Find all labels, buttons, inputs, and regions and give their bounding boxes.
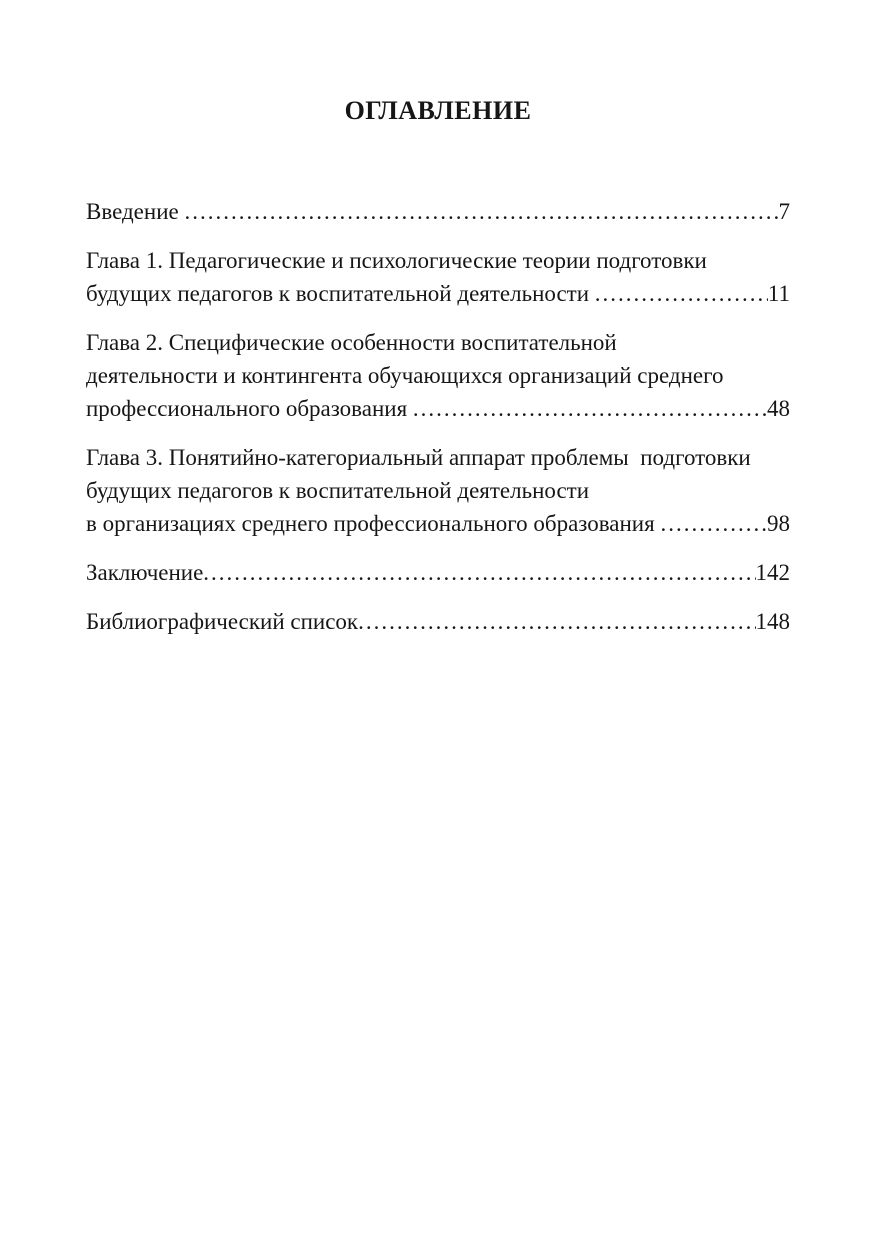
page-number: 48 [767,396,790,421]
toc-entry-text-line: Глава 2. Специфические особенности воспитательной [86,330,617,355]
page-number: 98 [767,511,790,536]
toc-entry-label: Библиографический список [86,609,359,634]
page-number: 142 [755,560,790,585]
dot-leader [660,507,767,540]
toc-entry-label: Заключение [86,560,204,585]
toc-entry-introduction [86,195,790,228]
toc-entry-chapter-2 [86,326,790,425]
toc-entry-label: в организациях среднего профессионального образования [86,511,661,536]
toc-entry-conclusion [86,556,790,589]
page-title: ОГЛАВЛЕНИЕ [344,96,532,125]
page-number: 148 [755,609,790,634]
toc-entry-chapter-3 [86,441,790,540]
dot-leader [413,392,767,425]
toc-entry-line [86,605,790,638]
dot-leader [184,195,778,228]
toc-entry-chapter-1 [86,244,790,310]
toc-entry-text-line: Глава 1. Педагогические и психологические теории подготовки [86,248,707,273]
dot-leader [358,605,755,638]
toc-entry-label: Введение [86,199,185,224]
toc-entry-line [86,277,790,310]
toc-entry-label: будущих педагогов к воспитательной деятельности [86,281,595,306]
dot-leader [203,556,755,589]
toc-entry-text-line: будущих педагогов к воспитательной деятельности [86,478,590,503]
dot-leader [595,277,768,310]
toc-entry-text-line: Глава 3. Понятийно-категориальный аппарат проблемы подготовки [86,445,751,470]
page-number: 7 [778,199,790,224]
toc-entry-line [86,556,790,589]
toc-entry-line [86,507,790,540]
toc-entry-line [86,392,790,425]
page-number: 11 [767,281,790,306]
toc-entry-text-line: деятельности и контингента обучающихся организаций среднего [86,363,724,388]
toc-entry-line [86,195,790,228]
toc-entry-bibliography [86,605,790,638]
table-of-contents [86,195,790,638]
toc-entry-label: профессионального образования [86,396,413,421]
